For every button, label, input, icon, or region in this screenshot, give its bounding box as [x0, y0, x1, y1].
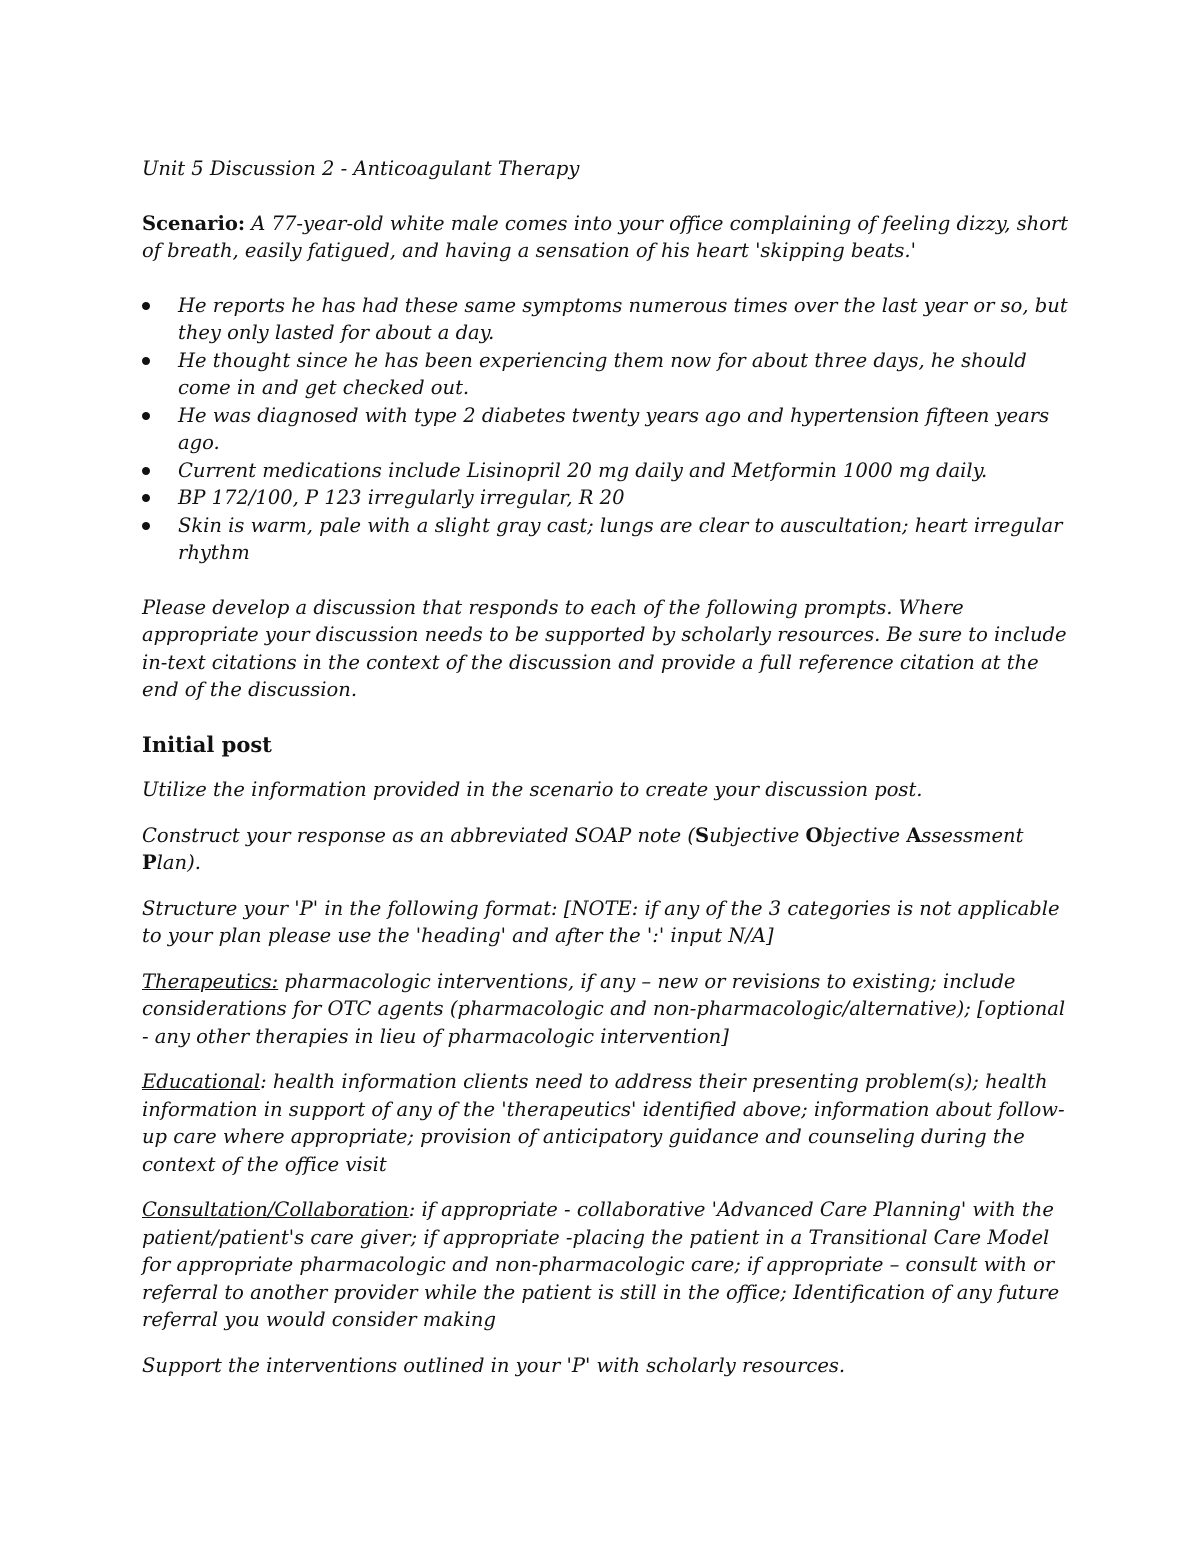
initial-post-heading: Initial post [142, 731, 272, 757]
soap-s-rest: ubjective [709, 823, 806, 847]
document-title: Unit 5 Discussion 2 - Anticoagulant Therapy [142, 157, 580, 180]
document-body [142, 155, 1072, 1397]
list-item [142, 402, 1072, 457]
support-paragraph: Support the interventions outlined in your 'P' with scholarly resources. [142, 1353, 846, 1377]
utilize-paragraph: Utilize the information provided in the scenario to create your discussion post. [142, 778, 923, 801]
soap-s: S [694, 823, 710, 847]
bullet-icon [142, 302, 150, 310]
scenario-text: A 77-year-old white male comes into your office complaining of feeling dizzy, short of breath, easily fatigued, and having a sensation of his heart 'skipping beats.' [142, 211, 1069, 262]
soap-a: A [906, 823, 922, 847]
bullet-icon [142, 357, 150, 365]
educational-label: Educational [142, 1070, 261, 1093]
soap-prefix: Construct your response as an abbreviated SOAP note ( [142, 823, 695, 847]
soap-p-rest: lan). [156, 851, 201, 874]
soap-o: O [805, 823, 823, 847]
consultation-text: : if appropriate - collaborative 'Advanced Care Planning' with the patient/patient's care giver; if appropriate -placing the patient in a Transitional Care Model for appropriate pharmacologic and non-pharmacologic care; if appropriate – consult with or referral to another provider while the patient is still in the office; Identification of any future referral you would consider making [142, 1198, 1060, 1331]
bullet-icon [142, 494, 150, 502]
therapeutics-paragraph [142, 968, 1072, 1051]
list-item-text: He was diagnosed with type 2 diabetes twenty years ago and hypertension fifteen years ago. [178, 403, 1050, 454]
list-item [142, 457, 1072, 485]
list-item [142, 347, 1072, 402]
bullet-icon [142, 522, 150, 530]
soap-paragraph [142, 822, 1072, 877]
structure-paragraph: Structure your 'P' in the following format: [NOTE: if any of the 3 categories is not applicable to your plan please use the 'heading' and after the ':' input N/A] [142, 896, 1060, 947]
list-item [142, 484, 1072, 512]
consultation-paragraph [142, 1196, 1072, 1334]
list-item-text: Current medications include Lisinopril 20 mg daily and Metformin 1000 mg daily. [178, 458, 988, 482]
therapeutics-label: Therapeutics: [142, 969, 279, 993]
educational-paragraph [142, 1068, 1072, 1178]
list-item-text: He thought since he has been experiencing them now for about three days, he should come in and get checked out. [178, 348, 1027, 399]
consultation-label: Consultation/Collaboration [142, 1198, 409, 1221]
list-item-text: He reports he has had these same symptoms numerous times over the last year or so, but they only lasted for about a day. [178, 293, 1068, 344]
list-item-text: BP 172/100, P 123 irregularly irregular, R 20 [178, 486, 625, 509]
instructions-paragraph: Please develop a discussion that responds to each of the following prompts. Where appropriate your discussion needs to be supported by scholarly resources. Be sure to include in-text citations in the context of the discussion and provide a full reference citation at the end of the discussion. [142, 595, 1067, 701]
soap-o-rest: bjective [822, 823, 907, 847]
list-item [142, 512, 1072, 567]
scenario-paragraph [142, 210, 1072, 265]
scenario-label: Scenario: [142, 211, 246, 235]
soap-a-rest: ssessment [921, 823, 1024, 847]
list-item-text: Skin is warm, pale with a slight gray cast; lungs are clear to auscultation; heart irregular rhythm [178, 513, 1063, 564]
therapeutics-text: pharmacologic interventions, if any – new or revisions to existing; include considerations for OTC agents (pharmacologic and non-pharmacologic/alternative); [optional - any other therapies in lieu of pharmacologic intervention] [142, 969, 1066, 1048]
list-item [142, 292, 1072, 347]
symptom-list [142, 292, 1072, 567]
bullet-icon [142, 467, 150, 475]
educational-text: : health information clients need to address their presenting problem(s); health information in support of any of the 'therapeutics' identified above; information about follow-up care where appropriate; provision of anticipatory guidance and counseling during the context of the office visit [142, 1070, 1065, 1176]
bullet-icon [142, 412, 150, 420]
soap-p: P [142, 851, 157, 874]
